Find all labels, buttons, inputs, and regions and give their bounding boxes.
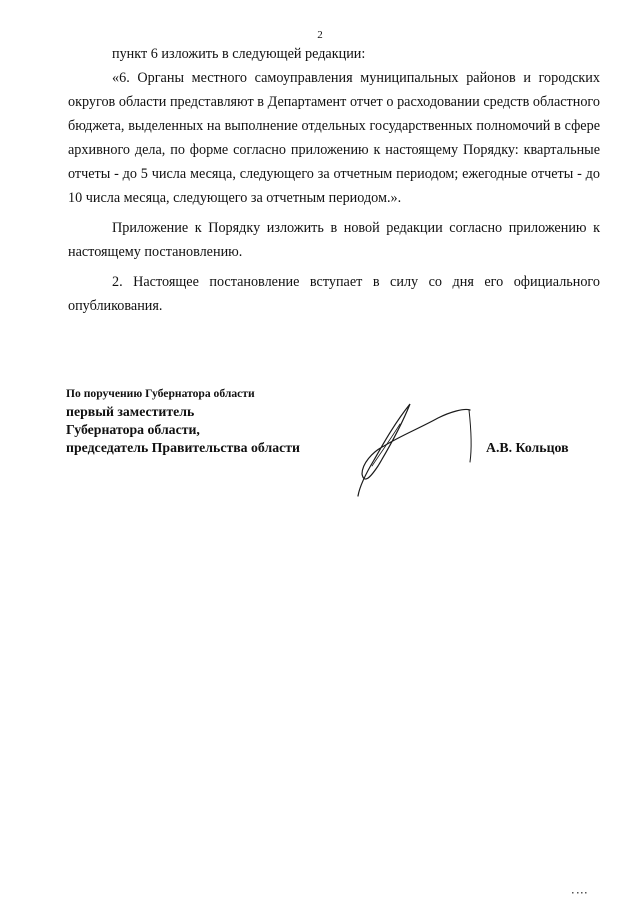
paragraph-intro: пункт 6 изложить в следующей редакции: <box>112 46 366 62</box>
handwritten-signature-icon <box>350 394 480 500</box>
page-number: 2 <box>317 29 323 41</box>
paragraph-item-6: «6. Органы местного самоуправления муниципальных районов и городских округов области представляют в Департамент отчет о расходовании средств областного бюджета, выделенных на выполнение отдельных государственных полномочий в сфере архивного дела, по форме согласно приложению к настоящему Порядку: квартальные отчеты - до 5 числа месяца, следующего за отчетным периодом; ежегодные отчеты - до 10 числа месяца, следующего за отчетным периодом.». <box>68 70 600 206</box>
signatory-on-behalf: По поручению Губернатора области <box>66 387 255 400</box>
signatory-position-line-2: Губернатора области, <box>66 422 200 437</box>
document-body <box>68 42 600 318</box>
signatory-position-line-3: председатель Правительства области <box>66 440 300 455</box>
signatory-block <box>66 385 300 457</box>
scan-marks-icon <box>571 890 591 896</box>
paragraph-appendix: Приложение к Порядку изложить в новой редакции согласно приложению к настоящему постановлению. <box>68 220 600 260</box>
paragraph-effective: 2. Настоящее постановление вступает в силу со дня его официального опубликования. <box>68 274 600 314</box>
signatory-position-line-1: первый заместитель <box>66 404 195 419</box>
signatory-name: А.В. Кольцов <box>486 440 569 455</box>
